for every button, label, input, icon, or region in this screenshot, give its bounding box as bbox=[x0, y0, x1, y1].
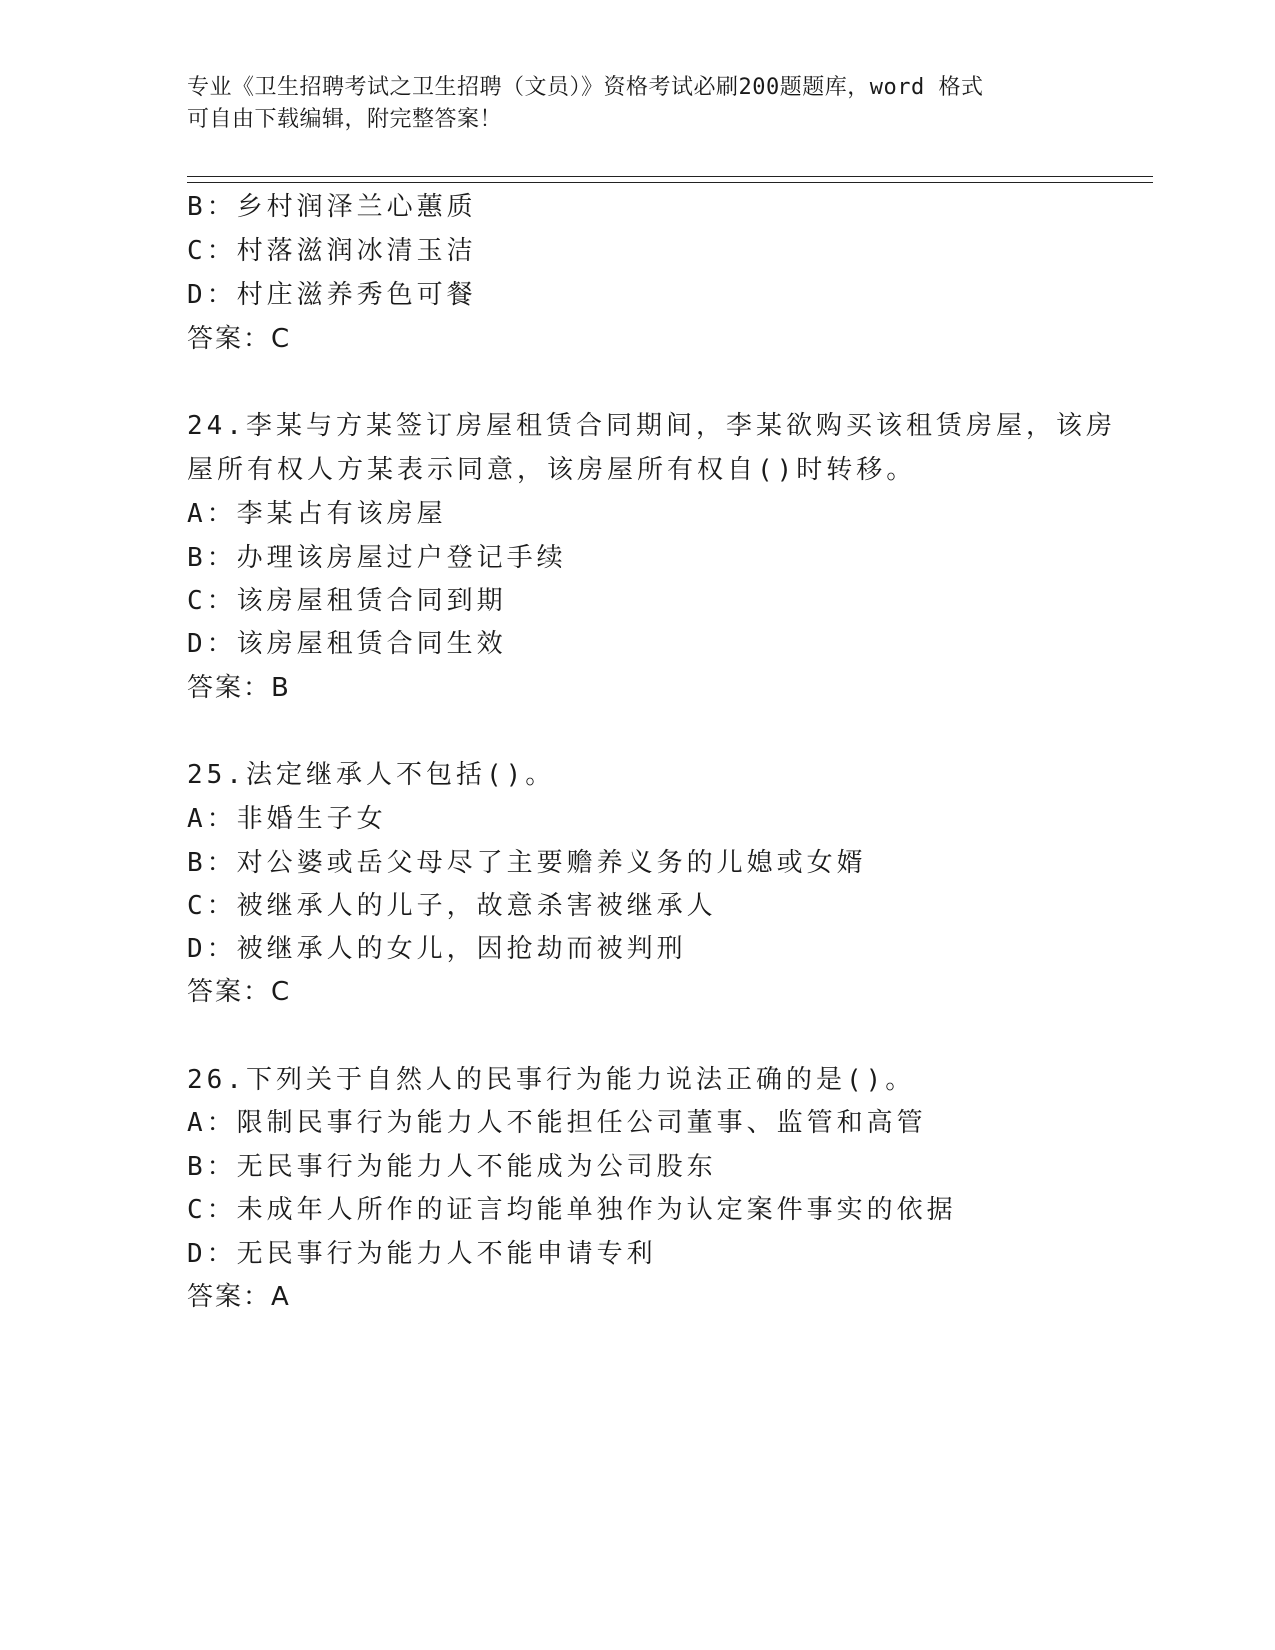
option-d: D：村庄滋养秀色可餐 bbox=[187, 280, 477, 310]
question-stem-line-2: 屋所有权人方某表示同意，该房屋所有权自()时转移。 bbox=[187, 455, 917, 485]
option-c: C：被继承人的儿子，故意杀害被继承人 bbox=[187, 891, 717, 921]
option-b: B：乡村润泽兰心蕙质 bbox=[187, 192, 477, 222]
option-c: C：未成年人所作的证言均能单独作为认定案件事实的依据 bbox=[187, 1195, 957, 1225]
document-header bbox=[187, 72, 1087, 136]
option-d: D：该房屋租赁合同生效 bbox=[187, 629, 507, 659]
question-stem-line-1: 24.李某与方某签订房屋租赁合同期间，李某欲购买该租赁房屋，该房 bbox=[187, 411, 1116, 441]
header-divider-top bbox=[187, 176, 1153, 177]
header-line-2: 可自由下载编辑，附完整答案！ bbox=[187, 107, 503, 132]
header-divider-bottom bbox=[187, 182, 1153, 183]
option-c: C：该房屋租赁合同到期 bbox=[187, 586, 507, 616]
option-b: B：办理该房屋过户登记手续 bbox=[187, 543, 567, 573]
option-b: B：对公婆或岳父母尽了主要赡养义务的儿媳或女婿 bbox=[187, 848, 867, 878]
option-a: A：限制民事行为能力人不能担任公司董事、监管和高管 bbox=[187, 1108, 927, 1138]
answer: 答案：C bbox=[187, 977, 292, 1007]
option-d: D：被继承人的女儿，因抢劫而被判刑 bbox=[187, 934, 687, 964]
question-stem: 26.下列关于自然人的民事行为能力说法正确的是()。 bbox=[187, 1065, 916, 1095]
option-a: A：非婚生子女 bbox=[187, 804, 387, 834]
answer: 答案：A bbox=[187, 1282, 291, 1312]
header-line-1: 专业《卫生招聘考试之卫生招聘（文员）》资格考试必刷200题题库，word 格式 bbox=[187, 75, 984, 100]
option-c: C：村落滋润冰清玉洁 bbox=[187, 236, 477, 266]
answer: 答案：B bbox=[187, 673, 291, 703]
option-d: D：无民事行为能力人不能申请专利 bbox=[187, 1239, 657, 1269]
answer: 答案：C bbox=[187, 324, 292, 354]
option-b: B：无民事行为能力人不能成为公司股东 bbox=[187, 1152, 717, 1182]
option-a: A：李某占有该房屋 bbox=[187, 499, 447, 529]
question-stem: 25.法定继承人不包括()。 bbox=[187, 760, 556, 790]
